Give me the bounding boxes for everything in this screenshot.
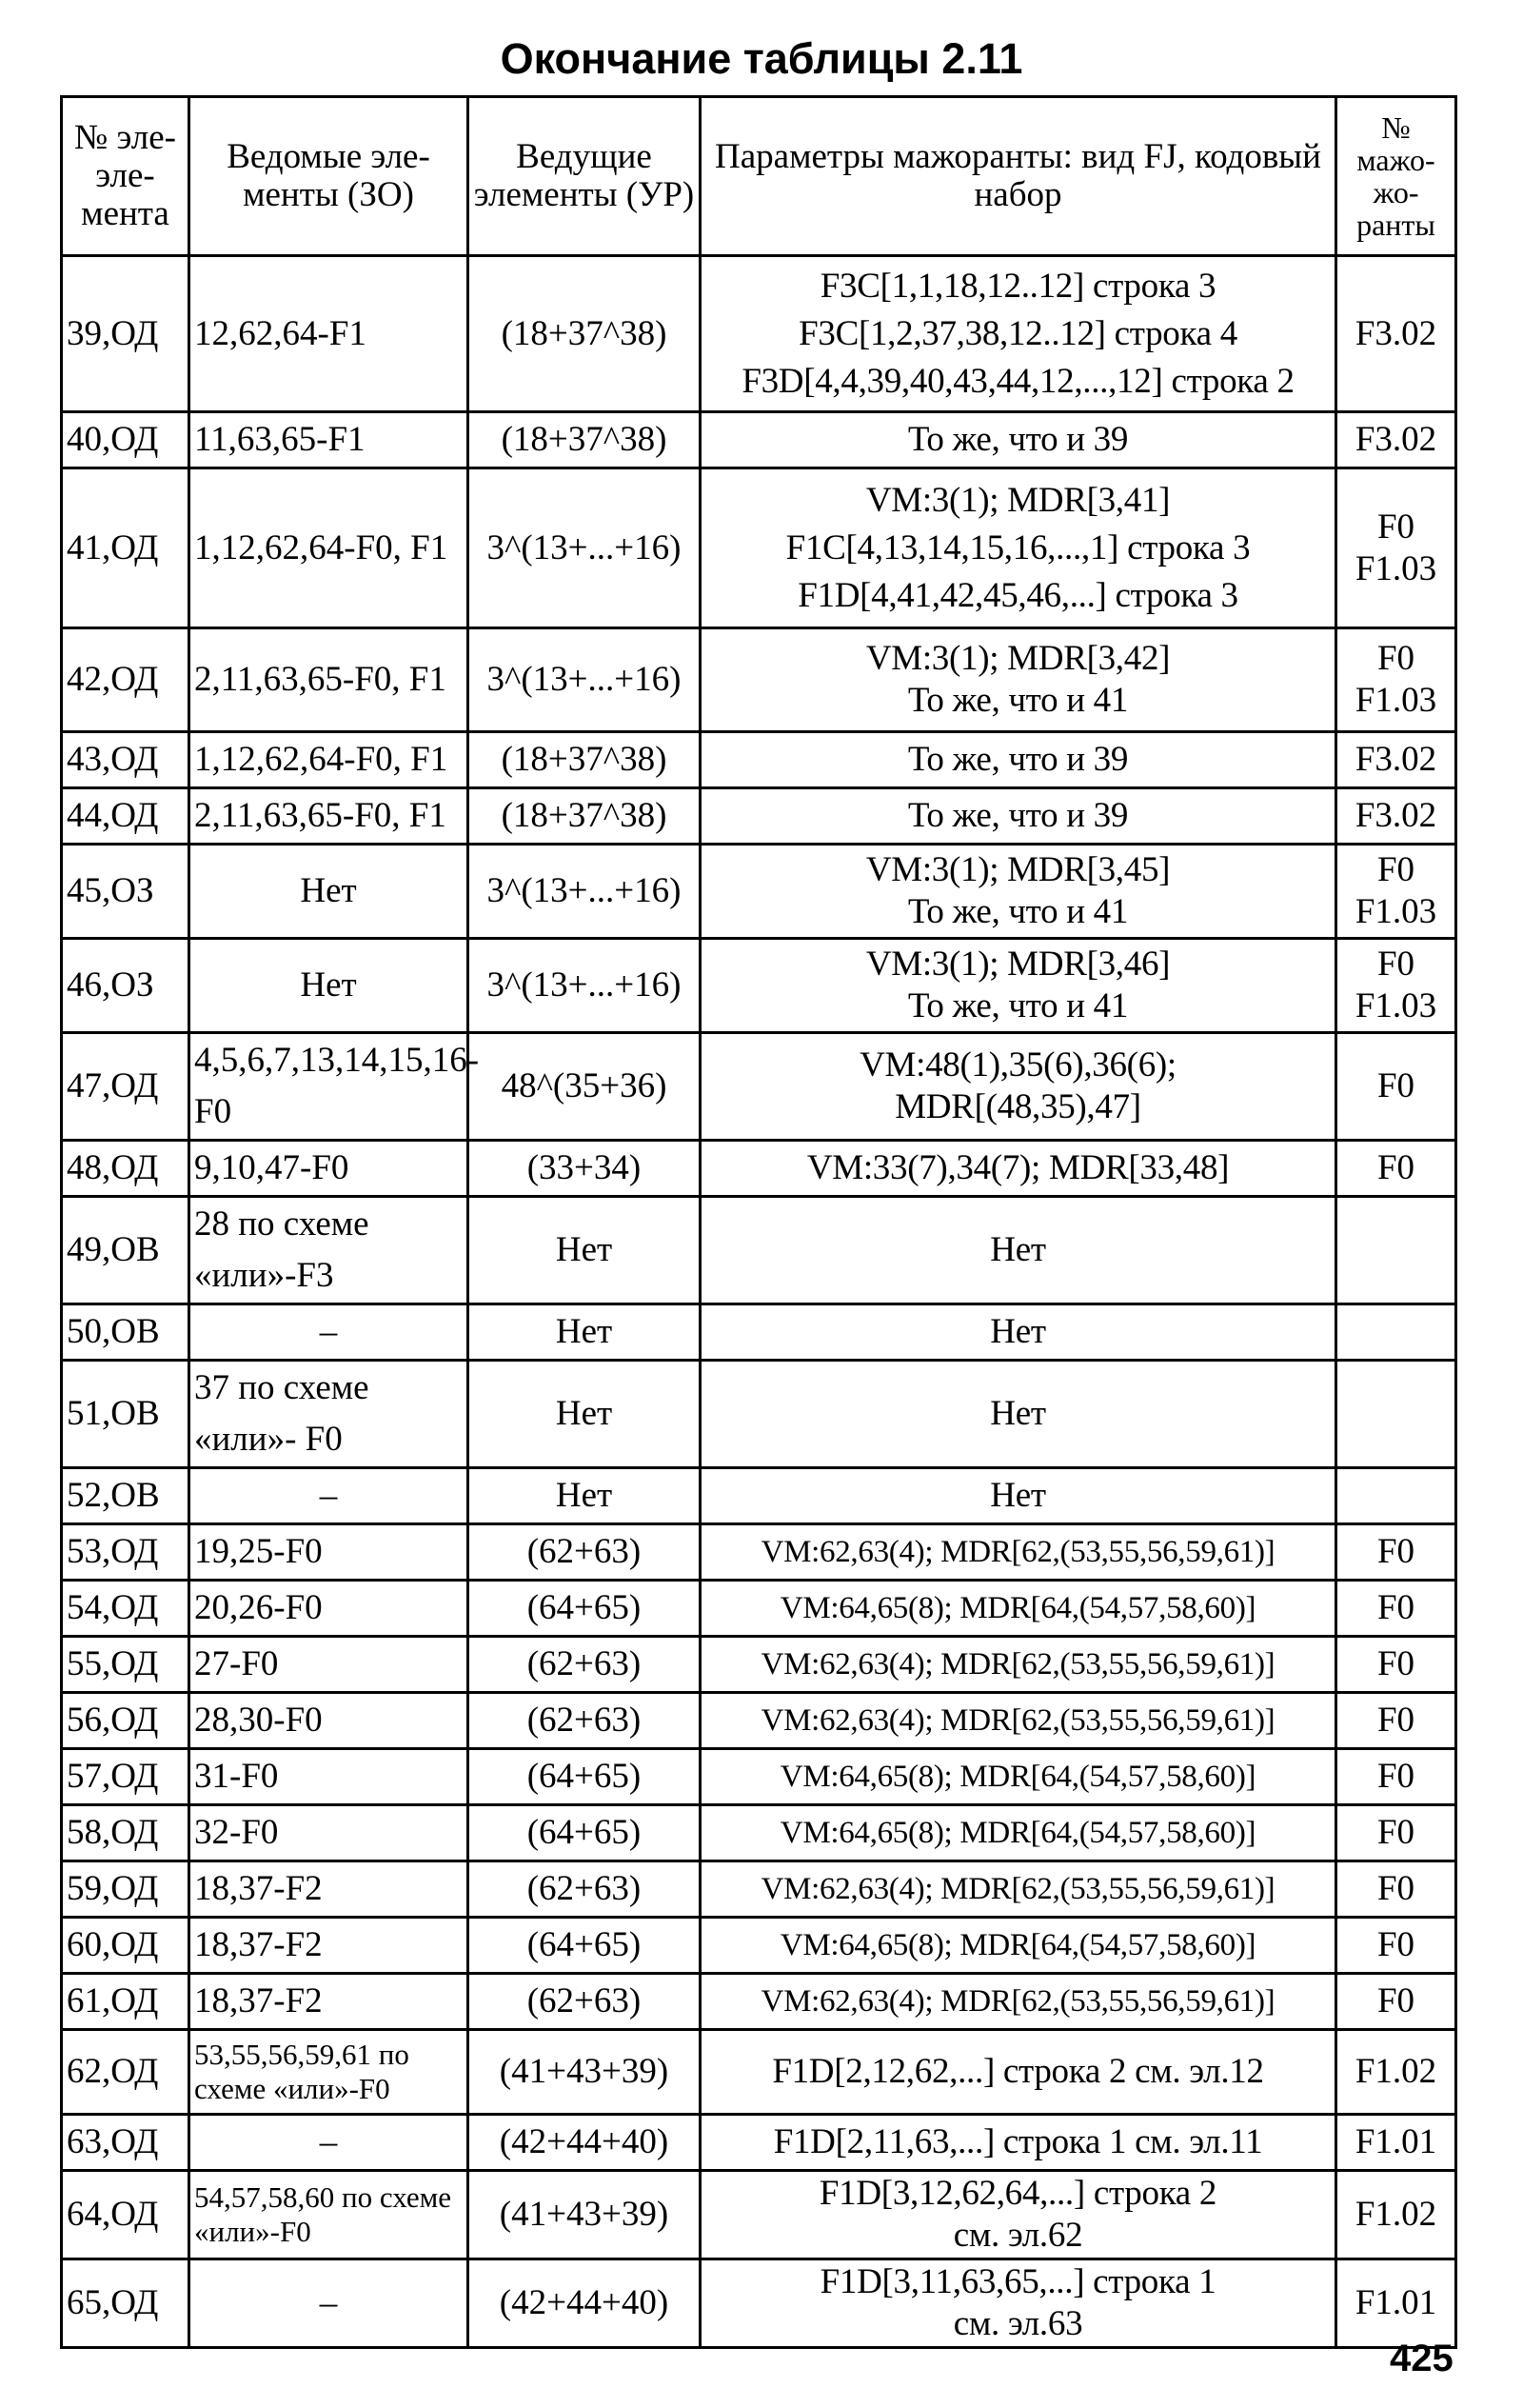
majorant-params-cell (701, 732, 1336, 788)
element-number-cell: 39,ОД (62, 256, 189, 412)
page-number: 425 (1390, 2338, 1454, 2379)
table-row (62, 1861, 1456, 1918)
majorant-number-line: F0 (1376, 945, 1415, 984)
slave-elements-cell: 19,25-F0 (189, 1524, 468, 1581)
element-number-cell: 47,ОД (62, 1033, 189, 1141)
majorant-number-cell (1336, 732, 1456, 788)
majorant-number-cell (1336, 2171, 1456, 2259)
slave-elements-cell: 27-F0 (189, 1637, 468, 1693)
majorant-params-cell (701, 1141, 1336, 1197)
table-row (62, 1304, 1456, 1361)
majorant-number-cell (1336, 1033, 1456, 1141)
master-elements-cell: (64+65) (468, 1918, 701, 1974)
table-caption: Окончание таблицы 2.11 (500, 34, 1023, 83)
majorant-number-line: F3.02 (1355, 420, 1437, 459)
majorant-number-cell (1336, 1918, 1456, 1974)
element-number-cell: 65,ОД (62, 2259, 189, 2348)
table-row (62, 1197, 1456, 1304)
params-line: VM:64,65(8); MDR[64,(54,57,58,60)] (780, 1591, 1256, 1625)
element-number-cell: 59,ОД (62, 1861, 189, 1918)
table-row (62, 1033, 1456, 1141)
element-number-cell: 49,ОВ (62, 1197, 189, 1304)
continuation-table (60, 95, 1457, 2349)
table-row (62, 845, 1456, 939)
majorant-number-line: F0 (1376, 1869, 1415, 1908)
slave-elements-cell: 1,12,62,64-F0, F1 (189, 732, 468, 788)
majorant-number-cell (1336, 1861, 1456, 1918)
element-number-cell: 50,ОВ (62, 1304, 189, 1361)
table-row (62, 732, 1456, 788)
master-elements-cell: 3^(13+...+16) (468, 845, 701, 939)
table-row (62, 1524, 1456, 1581)
element-number-cell: 57,ОД (62, 1749, 189, 1805)
element-number-cell: 53,ОД (62, 1524, 189, 1581)
master-elements-cell: (18+37^38) (468, 256, 701, 412)
table-row (62, 1974, 1456, 2030)
majorant-params-cell (701, 1918, 1336, 1974)
majorant-number-cell (1336, 845, 1456, 939)
majorant-number-cell (1336, 1524, 1456, 1581)
params-line: VM:62,63(4); MDR[62,(53,55,56,59,61)] (761, 1984, 1276, 2019)
table-row (62, 1637, 1456, 1693)
element-number-cell: 62,ОД (62, 2030, 189, 2115)
params-line: То же, что и 39 (907, 796, 1129, 835)
header-majorant-number: № мажо-жо-ранты (1336, 97, 1456, 256)
params-line: VM:3(1); MDR[3,46] (865, 945, 1171, 984)
master-elements-cell: 3^(13+...+16) (468, 628, 701, 732)
majorant-number-cell (1336, 1974, 1456, 2030)
majorant-number-line: F1.02 (1355, 2052, 1437, 2091)
majorant-number-line: F0 (1376, 507, 1415, 547)
slave-elements-cell: 31-F0 (189, 1749, 468, 1805)
master-elements-cell: (41+43+39) (468, 2171, 701, 2259)
majorant-number-line: F0 (1376, 1981, 1415, 2020)
slave-elements-cell: 37 по схеме «или»- F0 (189, 1361, 468, 1468)
params-line: F1D[3,11,63,65,...] строка 1 (820, 2262, 1216, 2301)
slave-elements-cell: 2,11,63,65-F0, F1 (189, 628, 468, 732)
majorant-number-cell (1336, 1637, 1456, 1693)
element-number-cell: 46,ОЗ (62, 939, 189, 1033)
master-elements-cell: (64+65) (468, 1581, 701, 1637)
params-line: VM:62,63(4); MDR[62,(53,55,56,59,61)] (761, 1647, 1276, 1682)
master-elements-cell: (42+44+40) (468, 2115, 701, 2171)
master-elements-cell: (33+34) (468, 1141, 701, 1197)
header-slave-elements: Ведомые эле-менты (ЗО) (189, 97, 468, 256)
majorant-number-line: F1.03 (1355, 892, 1437, 931)
header-majorant-params: Параметры мажоранты: вид FJ, кодовый набор (701, 97, 1336, 256)
slave-elements-cell: – (189, 1304, 468, 1361)
element-number-cell: 43,ОД (62, 732, 189, 788)
majorant-number-line: F0 (1376, 1644, 1415, 1683)
table-row (62, 2171, 1456, 2259)
majorant-params-cell (701, 939, 1336, 1033)
majorant-params-cell (701, 788, 1336, 845)
master-elements-cell: Нет (468, 1197, 701, 1304)
majorant-number-line: F0 (1376, 1148, 1415, 1187)
majorant-number-line: F0 (1376, 1925, 1415, 1964)
params-line: F1D[2,12,62,...] строка 2 см. эл.12 (772, 2052, 1264, 2091)
slave-elements-cell: 53,55,56,59,61 по схеме «или»-F0 (189, 2030, 468, 2115)
master-elements-cell: (62+63) (468, 1974, 701, 2030)
slave-elements-cell: 18,37-F2 (189, 1861, 468, 1918)
params-line: Нет (990, 1394, 1046, 1433)
table-row (62, 628, 1456, 732)
master-elements-cell: (18+37^38) (468, 788, 701, 845)
master-elements-cell: (42+44+40) (468, 2259, 701, 2348)
table-row (62, 412, 1456, 468)
master-elements-cell: 3^(13+...+16) (468, 468, 701, 628)
element-number-cell: 52,ОВ (62, 1468, 189, 1524)
majorant-number-line: F0 (1376, 1701, 1415, 1740)
majorant-params-cell (701, 1637, 1336, 1693)
majorant-params-cell (701, 1749, 1336, 1805)
majorant-number-cell (1336, 1805, 1456, 1861)
element-number-cell: 64,ОД (62, 2171, 189, 2259)
params-line: VM:64,65(8); MDR[64,(54,57,58,60)] (780, 1928, 1256, 1962)
majorant-params-cell (701, 2030, 1336, 2115)
slave-elements-cell: 28,30-F0 (189, 1693, 468, 1749)
table-row (62, 256, 1456, 412)
majorant-number-cell (1336, 1361, 1456, 1468)
majorant-number-line: F0 (1376, 850, 1415, 889)
majorant-number-cell (1336, 1304, 1456, 1361)
slave-elements-cell: 1,12,62,64-F0, F1 (189, 468, 468, 628)
element-number-cell: 55,ОД (62, 1637, 189, 1693)
params-line: То же, что и 41 (907, 681, 1129, 720)
majorant-params-cell (701, 468, 1336, 628)
element-number-cell: 61,ОД (62, 1974, 189, 2030)
master-elements-cell: (18+37^38) (468, 412, 701, 468)
params-line: VM:64,65(8); MDR[64,(54,57,58,60)] (780, 1760, 1256, 1794)
params-line: F1D[3,12,62,64,...] строка 2 (819, 2174, 1217, 2213)
table-row (62, 1918, 1456, 1974)
element-number-cell: 54,ОД (62, 1581, 189, 1637)
element-number-cell: 45,ОЗ (62, 845, 189, 939)
params-line: Нет (990, 1476, 1046, 1515)
master-elements-cell: Нет (468, 1468, 701, 1524)
element-number-cell: 63,ОД (62, 2115, 189, 2171)
majorant-number-cell (1336, 1141, 1456, 1197)
majorant-params-cell (701, 628, 1336, 732)
params-line: F1C[4,13,14,15,16,...,1] строка 3 (785, 527, 1251, 567)
table-row (62, 1693, 1456, 1749)
majorant-params-cell (701, 1304, 1336, 1361)
majorant-number-cell (1336, 2030, 1456, 2115)
table-row (62, 1468, 1456, 1524)
majorant-params-cell (701, 1468, 1336, 1524)
majorant-number-line: F0 (1376, 639, 1415, 678)
slave-elements-cell: 2,11,63,65-F0, F1 (189, 788, 468, 845)
slave-elements-cell: 20,26-F0 (189, 1581, 468, 1637)
majorant-number-line: F1.02 (1355, 2195, 1437, 2234)
params-line: То же, что и 39 (907, 420, 1129, 459)
majorant-params-cell (701, 1524, 1336, 1581)
params-line: F1D[4,41,42,45,46,...] строка 3 (798, 575, 1238, 615)
table-row (62, 1749, 1456, 1805)
table-row (62, 1361, 1456, 1468)
slave-elements-cell: 12,62,64-F1 (189, 256, 468, 412)
slave-elements-cell: 11,63,65-F1 (189, 412, 468, 468)
params-line: То же, что и 41 (907, 986, 1129, 1025)
majorant-number-cell (1336, 1197, 1456, 1304)
element-number-cell: 51,ОВ (62, 1361, 189, 1468)
params-line: То же, что и 39 (907, 740, 1129, 779)
majorant-number-line: F1.03 (1355, 986, 1437, 1025)
majorant-number-cell (1336, 256, 1456, 412)
majorant-number-line: F1.03 (1355, 681, 1437, 720)
slave-elements-cell: 54,57,58,60 по схеме «или»-F0 (189, 2171, 468, 2259)
majorant-number-line: F3.02 (1355, 740, 1437, 779)
majorant-number-line: F1.03 (1355, 548, 1437, 588)
table-row (62, 2030, 1456, 2115)
table-row (62, 1141, 1456, 1197)
element-number-cell: 58,ОД (62, 1805, 189, 1861)
params-line: VM:33(7),34(7); MDR[33,48] (806, 1148, 1230, 1187)
majorant-number-cell (1336, 1749, 1456, 1805)
majorant-params-cell (701, 1861, 1336, 1918)
majorant-number-line: F0 (1376, 1066, 1415, 1105)
params-line: VM:62,63(4); MDR[62,(53,55,56,59,61)] (761, 1535, 1276, 1569)
params-line: см. эл.62 (953, 2216, 1083, 2255)
params-line: VM:3(1); MDR[3,41] (865, 480, 1171, 520)
params-line: VM:64,65(8); MDR[64,(54,57,58,60)] (780, 1816, 1256, 1850)
table-row (62, 1805, 1456, 1861)
element-number-cell: 56,ОД (62, 1693, 189, 1749)
majorant-params-cell (701, 1974, 1336, 2030)
master-elements-cell: (64+65) (468, 1749, 701, 1805)
element-number-cell: 60,ОД (62, 1918, 189, 1974)
slave-elements-cell: – (189, 2115, 468, 2171)
params-line: F3C[1,1,18,12..12] строка 3 (820, 266, 1216, 306)
params-line: см. эл.63 (953, 2304, 1083, 2343)
majorant-params-cell (701, 1361, 1336, 1468)
majorant-params-cell (701, 412, 1336, 468)
majorant-number-line: F0 (1376, 1532, 1415, 1571)
master-elements-cell: (62+63) (468, 1861, 701, 1918)
params-line: VM:62,63(4); MDR[62,(53,55,56,59,61)] (761, 1703, 1276, 1738)
element-number-cell: 44,ОД (62, 788, 189, 845)
header-row (62, 97, 1456, 256)
table-row (62, 1581, 1456, 1637)
majorant-number-line: F3.02 (1355, 796, 1437, 835)
element-number-cell: 40,ОД (62, 412, 189, 468)
element-number-cell: 48,ОД (62, 1141, 189, 1197)
master-elements-cell: (41+43+39) (468, 2030, 701, 2115)
params-line: VM:62,63(4); MDR[62,(53,55,56,59,61)] (761, 1872, 1276, 1906)
majorant-number-cell (1336, 1693, 1456, 1749)
params-line: VM:48(1),35(6),36(6); (860, 1045, 1177, 1085)
majorant-number-line: F1.01 (1355, 2283, 1437, 2322)
params-line: F3D[4,4,39,40,43,44,12,...,12] строка 2 (742, 361, 1295, 401)
table-row (62, 2259, 1456, 2348)
slave-elements-cell: 9,10,47-F0 (189, 1141, 468, 1197)
majorant-number-cell (1336, 412, 1456, 468)
majorant-number-cell (1336, 628, 1456, 732)
majorant-params-cell (701, 2171, 1336, 2259)
slave-elements-cell: Нет (189, 845, 468, 939)
params-line: VM:3(1); MDR[3,42] (865, 639, 1171, 678)
table-row (62, 2115, 1456, 2171)
majorant-number-cell (1336, 2259, 1456, 2348)
master-elements-cell: 48^(35+36) (468, 1033, 701, 1141)
majorant-number-line: F0 (1376, 1588, 1415, 1627)
params-line: VM:3(1); MDR[3,45] (865, 850, 1171, 889)
header-master-elements: Ведущие элементы (УР) (468, 97, 701, 256)
majorant-params-cell (701, 2115, 1336, 2171)
slave-elements-cell: 4,5,6,7,13,14,15,16-F0 (189, 1033, 468, 1141)
master-elements-cell: (62+63) (468, 1524, 701, 1581)
slave-elements-cell: 28 по схеме «или»-F3 (189, 1197, 468, 1304)
master-elements-cell: (64+65) (468, 1805, 701, 1861)
table-row (62, 788, 1456, 845)
slave-elements-cell: 18,37-F2 (189, 1918, 468, 1974)
master-elements-cell: (18+37^38) (468, 732, 701, 788)
majorant-params-cell (701, 845, 1336, 939)
majorant-number-cell (1336, 1581, 1456, 1637)
majorant-number-line: F1.01 (1355, 2122, 1437, 2161)
master-elements-cell: Нет (468, 1304, 701, 1361)
element-number-cell: 42,ОД (62, 628, 189, 732)
slave-elements-cell: – (189, 2259, 468, 2348)
majorant-params-cell (701, 1693, 1336, 1749)
majorant-number-line: F0 (1376, 1757, 1415, 1796)
master-elements-cell: (62+63) (468, 1637, 701, 1693)
majorant-number-cell (1336, 788, 1456, 845)
majorant-params-cell (701, 1197, 1336, 1304)
master-elements-cell: Нет (468, 1361, 701, 1468)
slave-elements-cell: 18,37-F2 (189, 1974, 468, 2030)
majorant-params-cell (701, 1581, 1336, 1637)
params-line: Нет (990, 1230, 1046, 1269)
majorant-number-line: F0 (1376, 1813, 1415, 1852)
params-line: F1D[2,11,63,...] строка 1 см. эл.11 (773, 2122, 1263, 2161)
majorant-params-cell (701, 1033, 1336, 1141)
slave-elements-cell: – (189, 1468, 468, 1524)
table-row (62, 939, 1456, 1033)
params-line: То же, что и 41 (907, 892, 1129, 931)
majorant-number-cell (1336, 1468, 1456, 1524)
majorant-number-line: F3.02 (1355, 313, 1437, 353)
params-line: MDR[(48,35),47] (895, 1087, 1141, 1126)
params-line: F3C[1,2,37,38,12..12] строка 4 (799, 313, 1237, 353)
table-row (62, 468, 1456, 628)
element-number-cell: 41,ОД (62, 468, 189, 628)
slave-elements-cell: Нет (189, 939, 468, 1033)
header-element-number: № эле-эле-мента (62, 97, 189, 256)
majorant-number-cell (1336, 939, 1456, 1033)
slave-elements-cell: 32-F0 (189, 1805, 468, 1861)
majorant-number-cell (1336, 2115, 1456, 2171)
majorant-number-cell (1336, 468, 1456, 628)
master-elements-cell: (62+63) (468, 1693, 701, 1749)
master-elements-cell: 3^(13+...+16) (468, 939, 701, 1033)
majorant-params-cell (701, 256, 1336, 412)
params-line: Нет (990, 1312, 1046, 1351)
majorant-params-cell (701, 1805, 1336, 1861)
majorant-params-cell (701, 2259, 1336, 2348)
